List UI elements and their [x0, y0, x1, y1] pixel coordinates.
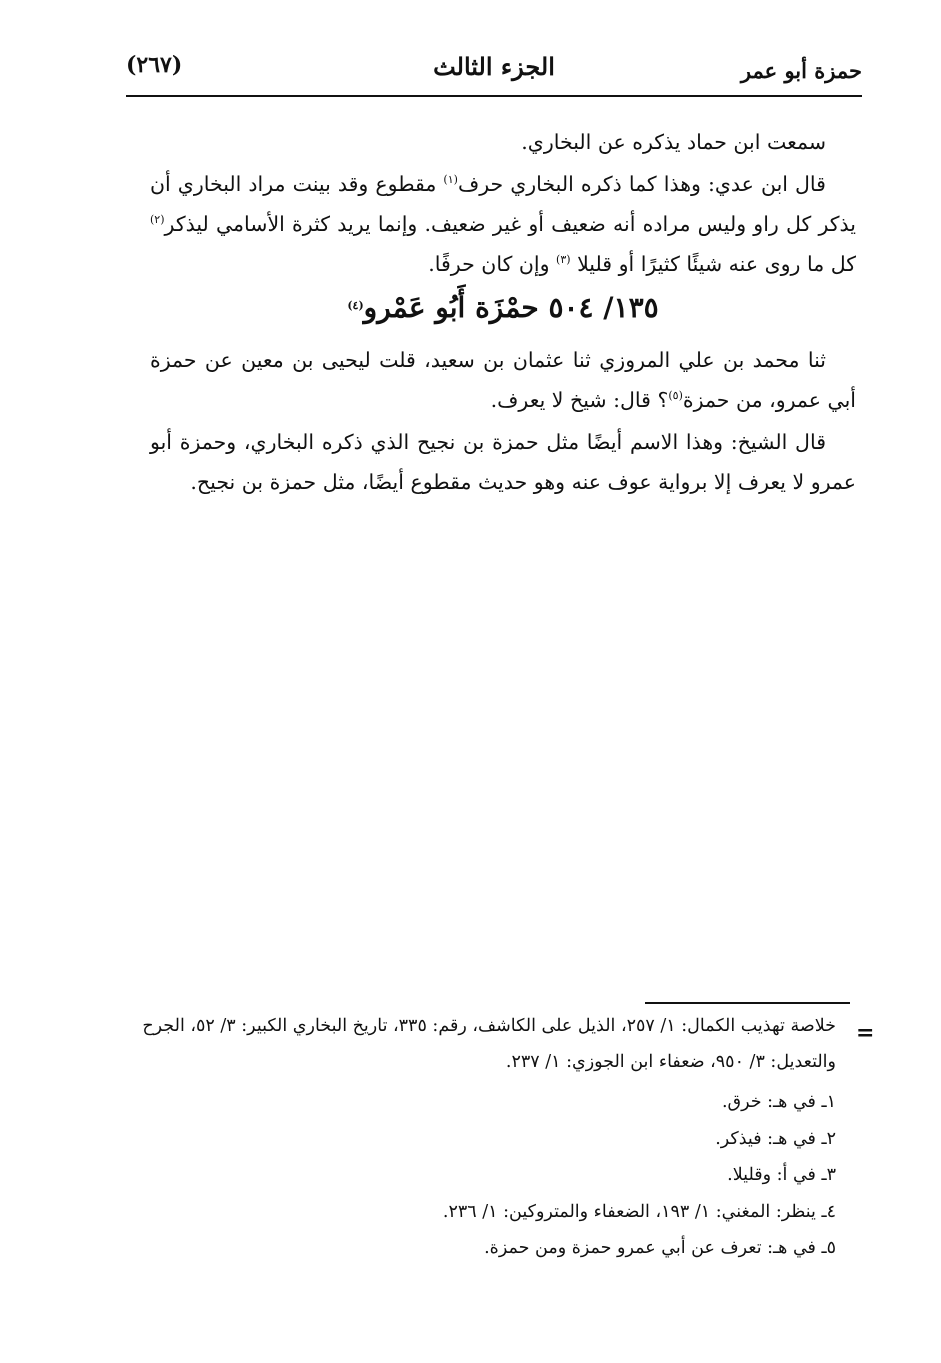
paragraph: [150, 340, 856, 420]
entry-heading: [150, 286, 856, 330]
running-head: حمزة أبو عمر: [740, 58, 862, 83]
footnote-ref: (٣): [556, 253, 571, 266]
paragraph-text: كل ما روى عنه شيئًا كثيرًا أو قليلا: [577, 252, 856, 276]
header-rule: [126, 95, 862, 97]
footnote-continuation-marker: =: [856, 1020, 875, 1046]
paragraph-text: قال الشيخ: وهذا الاسم أيضًا مثل حمزة بن نجيح الذي ذكره البخاري، وحمزة أبو عمرو لا يعرف إلا برواية عوف عنه وهو حديث مقطوع أيضًا، مثل حمزة بن نجيح.: [150, 430, 856, 494]
footnote-item: ٥ـ في هـ: تعرف عن أبي عمرو حمزة ومن حمزة.: [484, 1238, 836, 1258]
footnote-ref: (٥): [668, 389, 683, 402]
footnote-separator: [645, 1002, 850, 1004]
paragraph-text: قال ابن عدي: وهذا كما ذكره البخاري حرف: [457, 172, 826, 196]
footnote-list: [118, 1084, 836, 1267]
footnote-ref: (٤): [347, 299, 364, 312]
footnotes: [118, 1008, 836, 1267]
page-number: (٢٦٧): [126, 52, 183, 78]
paragraph-text: وإن كان حرفًا.: [428, 252, 557, 276]
part-title: الجزء الثالث: [433, 52, 555, 81]
paragraph-text: ؟ قال: شيخ لا يعرف.: [490, 388, 669, 412]
paragraph-text: سمعت ابن حماد يذكره عن البخاري.: [521, 130, 826, 154]
main-text: [150, 122, 856, 284]
footnote-item: ٤ـ ينظر: المغني: ١/ ١٩٣، الضعفاء والمتروكين: ١/ ٢٣٦.: [442, 1201, 836, 1222]
paragraph: [150, 164, 856, 284]
page-header: [126, 50, 862, 90]
footnote-continuation: خلاصة تهذيب الكمال: ١/ ٢٥٧، الذيل على الكاشف، رقم: ٣٣٥، تاريخ البخاري الكبير: ٣/ ٥٢، الجرح والتعديل: ٣/ ٩٥٠، ضعفاء ابن الجوزي: ١/ ٢٣٧.: [142, 1016, 836, 1072]
paragraph: [150, 422, 856, 502]
entry-heading-text: ١٣٥/ ٥٠٤ حمْزَة أَبُو عَمْرو: [363, 291, 659, 324]
paragraph-text: مقطوع وقد بينت مراد البخاري أن يذكر كل راو وليس مراده أنه ضعيف أو غير ضعيف. وإنما يريد كثرة الأسامي ليذكر: [150, 172, 856, 236]
footnote-item: ١ـ في هـ: خرق.: [721, 1092, 836, 1112]
footnote-ref: (٢): [150, 213, 165, 226]
footnote-item: ٣ـ في أ: وقليلا.: [727, 1165, 836, 1185]
entry-text: [150, 340, 856, 502]
paragraph-text: ثنا محمد بن علي المروزي ثنا عثمان بن سعيد، قلت ليحيى بن معين عن حمزة أبي عمرو، من حمزة: [150, 348, 856, 412]
footnote-item: ٢ـ في هـ: فيذكر.: [715, 1128, 836, 1149]
footnote-ref: (١): [443, 173, 458, 186]
paragraph: [150, 122, 856, 162]
